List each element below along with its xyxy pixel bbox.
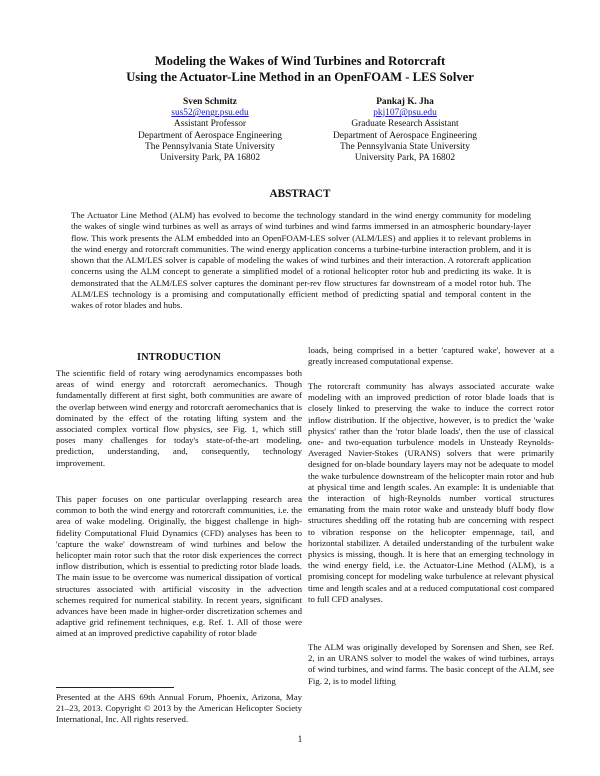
- author-name: Pankaj K. Jha: [376, 97, 434, 107]
- author-department: Department of Aerospace Engineering: [138, 130, 282, 141]
- intro-paragraph-right-1: [308, 345, 554, 367]
- paragraph-text: loads, being comprised in a better 'captured wake', however at a greatly increased computational expense.: [308, 345, 554, 367]
- title-line-2: Using the Actuator-Line Method in an OpenFOAM - LES Solver: [126, 70, 474, 84]
- author-block-2: [310, 97, 500, 164]
- title-line-1: Modeling the Wakes of Wind Turbines and Rotorcraft: [154, 54, 446, 68]
- paper-title: [0, 53, 600, 85]
- paragraph-text: The scientific field of rotary wing aerodynamics encompasses both areas of wind energy and rotorcraft aeromechanics. Though fundamentally different at first sight, both communities are aware of the overlap between wind energy and rotorcraft aeromechanics that is dominated by the effect of the rotating lifting system and the associated complex vortical flow physics, see Fig. 1, which still poses many challenges for today's state-of-the-art modeling, prediction, understanding, and, consequently, technology improvement.: [56, 368, 302, 468]
- author-department: Department of Aerospace Engineering: [333, 130, 477, 141]
- author-city: University Park, PA 16802: [354, 153, 456, 164]
- footnote: Presented at the AHS 69th Annual Forum, Phoenix, Arizona, May 21–23, 2013. Copyright © 2013 by the American Helicopter Society International, Inc. All rights reserved.: [56, 692, 302, 725]
- introduction-heading: INTRODUCTION: [137, 352, 221, 363]
- author-position: Graduate Research Assistant: [351, 119, 459, 130]
- intro-paragraph-left-2: [56, 494, 302, 640]
- author-email-link[interactable]: sus52@engr.psu.edu: [171, 108, 249, 119]
- page-number: 1: [297, 735, 303, 745]
- paragraph-text: This paper focuses on one particular overlapping research area common to both the wind energy and rotorcraft communities, i.e. the area of wake modeling. Originally, the biggest challenge in high-fidelity Computational Fluid Dynamics (CFD) analyses has been to 'capture the wake' downstream of wind turbines and below the helicopter main rotor such that the rotor disk experiences the correct inflow distribution, which is essential to predicting rotor blade loads. The main issue to be overcome was numerical dissipation of vortical structures associated with artificial viscosity in the advection schemes required for numerical stability. In recent years, significant advances have been made in higher-order discretization schemes and adaptive grid refinement techniques, e.g. Ref. 1. All of those were aimed at an improved predictive capability of rotor blade: [56, 494, 302, 639]
- author-name: Sven Schmitz: [183, 97, 237, 107]
- intro-paragraph-left-1: [56, 368, 302, 469]
- intro-paragraph-right-2: [308, 381, 554, 605]
- footnote-divider: [56, 687, 174, 688]
- abstract-heading: ABSTRACT: [269, 188, 331, 200]
- paragraph-text: The ALM was originally developed by Sorensen and Shen, see Ref. 2, in an URANS solver to model the wakes of wind turbines, arrays of wind turbines, and wind farms. The basic concept of the ALM, see Fig. 2, is to model lifting: [308, 642, 554, 686]
- abstract-text: The Actuator Line Method (ALM) has evolved to become the technology standard in the wind energy community for modeling the wakes of single wind turbines as well as arrays of wind turbines and wind farms immersed in an atmospheric boundary-layer flow. This work presents the ALM embedded into an OpenFOAM-LES solver (ALM/LES) and applies it to relevant problems in the wind energy and rotorcraft communities. The wind energy application concerns a turbine-turbine interaction problem, and it is shown that the ALM/LES solver is capable of modeling the wakes of wind turbines and their interaction. A rotorcraft application concerns using the ALM concept to generate a simplified model of a rotional helicopter rotor hub and predicting its wake. It is demonstrated that the ALM/LES solver captures the dominant per-rev flow structures far downstream of a model rotor hub. The ALM/LES technology is a promising and computationally efficient method of predicting spatial and temporal content in the wakes of rotor blades and hubs.: [71, 210, 531, 311]
- author-city: University Park, PA 16802: [159, 153, 261, 164]
- paragraph-text: The rotorcraft community has always associated accurate wake modeling with an improved prediction of rotor blade loads that is closely linked to preserving the wake to induce the correct rotor inflow distribution. If the objective, however, is to predict the 'wake physics' rather than the 'rotor blade loads', then the use of classical one- and two-equation turbulence models in Unsteady Reynolds-Averaged Navier-Stokes (URANS) solvers that were primarily designed for on-blade boundary layers may not be adequate to model the wake turbulence downstream of the helicopter main rotor and hub at physical time and length scales. An example: It is undeniable that the interaction of high-Reynolds number vortical structures emanating from the main rotor wake and unsteady bluff body flow structures shedding off the rotating hub are concerning with respect to vibration response on the helicopter empennage, tail, and horizontal stabilizer. A detailed understanding of the turbulent wake physics is missing, though. It is here that an emerging technology in the wind energy field, i.e. the Actuator-Line Method (ALM), is a promising concept for modeling wake turbulence at relevant physical time and length scales and at a reduced computational cost compared to full CFD analyses.: [308, 381, 554, 604]
- author-position: Assistant Professor: [173, 119, 247, 130]
- author-email-link[interactable]: pkj107@psu.edu: [373, 108, 437, 119]
- author-institution: The Pennsylvania State University: [340, 141, 470, 152]
- author-institution: The Pennsylvania State University: [145, 141, 275, 152]
- author-block-1: [115, 97, 305, 164]
- intro-paragraph-right-3: [308, 642, 554, 687]
